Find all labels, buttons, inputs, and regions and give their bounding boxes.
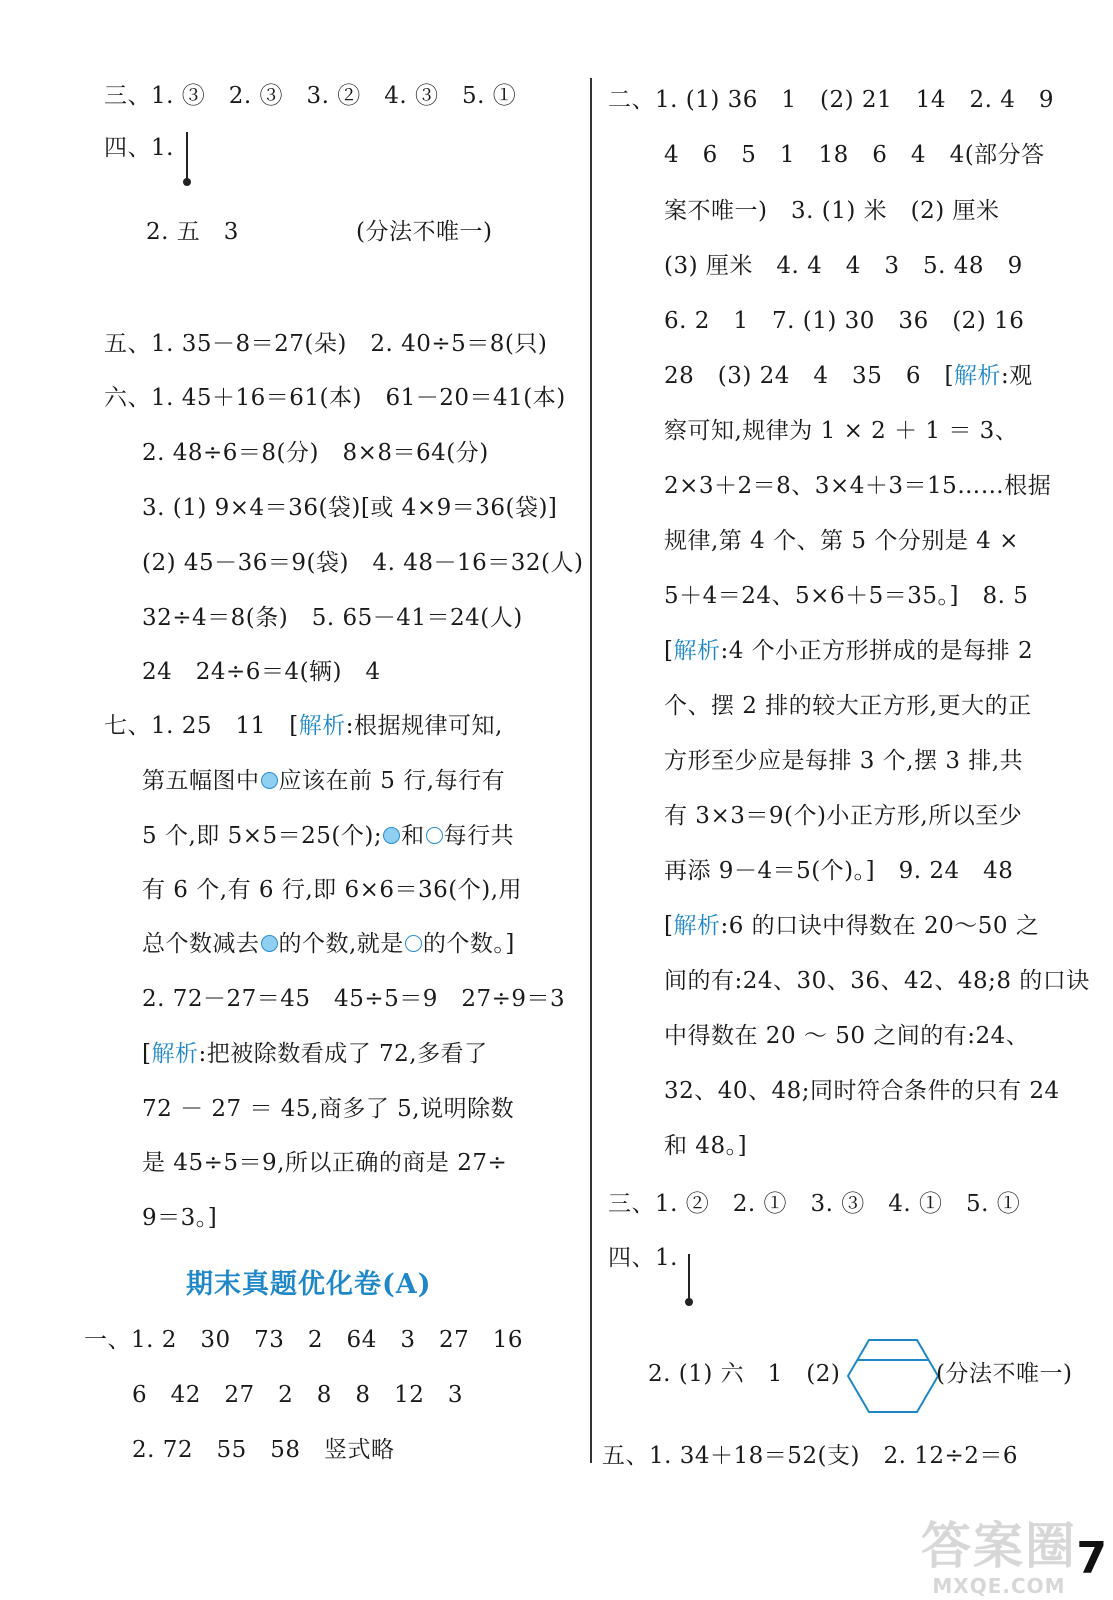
column-divider	[590, 78, 592, 1463]
answer-part7-line4: 有 6 个,有 6 行,即 6×6＝36(个),用	[142, 877, 523, 903]
page-number: 7	[1076, 1533, 1107, 1584]
answer-part7-line2: 第五幅图中 应该在前 5 行,每行有	[142, 768, 506, 794]
answer-part4-2: 2. 五 3	[146, 219, 239, 245]
open-circle-icon	[426, 827, 443, 844]
answer-part7-line1: 七、1. 25 11 [解析:根据规律可知,	[104, 713, 503, 739]
analysis-tag: 解析	[953, 363, 1001, 389]
answer-part4-2-note: (分法不唯一)	[356, 219, 493, 245]
answer-part6-2: 2. 48÷6＝8(分) 8×8＝64(分)	[142, 440, 489, 466]
answer-part7-line10: 9＝3。]	[142, 1205, 218, 1231]
answer-part6-6: 24 24÷6＝4(辆) 4	[142, 659, 381, 685]
exam-a-part1-line3: 2. 72 55 58 竖式略	[132, 1437, 395, 1463]
open-circle-icon	[405, 935, 422, 952]
answer-r-line19: 32、40、48;同时符合条件的只有 24	[664, 1078, 1060, 1104]
answer-part7-line9: 是 45÷5＝9,所以正确的商是 27÷	[142, 1150, 508, 1176]
answer-part3: 三、1. ③ 2. ③ 3. ② 4. ③ 5. ①	[104, 83, 517, 109]
analysis-tag: 解析	[673, 913, 721, 939]
answer-part6-3: 3. (1) 9×4＝36(袋)[或 4×9＝36(袋)]	[142, 495, 558, 521]
exam-a-part1-line1: 一、1. 2 30 73 2 64 3 27 16	[84, 1327, 523, 1353]
answer-r-line20: 和 48。]	[664, 1133, 748, 1159]
answer-part7-line8: 72 － 27 ＝ 45,商多了 5,说明除数	[142, 1096, 515, 1122]
answer-r-line8: 2×3＋2＝8、3×4＋3＝15……根据	[664, 473, 1052, 499]
answer-r-line13: 方形至少应是每排 3 个,摆 3 排,共	[664, 748, 1024, 774]
answer-part5: 五、1. 35－8＝27(朵) 2. 40÷5＝8(只)	[104, 331, 548, 357]
answer-r-line11: [解析:4 个小正方形拼成的是每排 2	[664, 638, 1034, 664]
answer-part7-line7: [解析:把被除数看成了 72,多看了	[142, 1041, 488, 1067]
answer-r-line3: 案不唯一) 3. (1) 米 (2) 厘米	[664, 198, 1000, 224]
answer-r-part4-2: 2. (1) 六 1 (2)	[648, 1361, 841, 1387]
answer-r-line2: 4 6 5 1 18 6 4 4(部分答	[664, 142, 1045, 168]
answer-r-line4: (3) 厘米 4. 4 4 3 5. 48 9	[664, 253, 1023, 279]
answer-part7-line6: 2. 72－27＝45 45÷5＝9 27÷9＝3	[142, 986, 566, 1012]
analysis-tag: 解析	[298, 713, 346, 739]
answer-part6-1: 六、1. 45＋16＝61(本) 61－20＝41(本)	[104, 385, 566, 411]
answer-r-part4-label: 四、1.	[608, 1245, 678, 1271]
answer-r-part3: 三、1. ② 2. ① 3. ③ 4. ① 5. ①	[608, 1191, 1021, 1217]
answer-r-line17: 间的有:24、30、36、42、48;8 的口诀	[664, 968, 1090, 994]
answer-r-part5: 五、1. 34＋18＝52(支) 2. 12÷2＝6	[602, 1443, 1019, 1469]
answer-part7-line3: 5 个,即 5×5＝25(个); 和 每行共	[142, 823, 515, 849]
filled-circle-icon	[383, 827, 400, 844]
answer-part6-4: (2) 45－36＝9(袋) 4. 48－16＝32(人)	[142, 550, 584, 576]
answer-r-line9: 规律,第 4 个、第 5 个分别是 4 ×	[664, 528, 1019, 554]
answer-r-line10: 5＋4＝24、5×6＋5＝35。] 8. 5	[664, 583, 1029, 609]
analysis-tag: 解析	[151, 1041, 199, 1067]
answer-part6-5: 32÷4＝8(条) 5. 65－41＝24(人)	[142, 605, 523, 631]
answer-r-line1: 二、1. (1) 36 1 (2) 21 14 2. 4 9	[608, 87, 1054, 113]
filled-circle-icon	[261, 772, 278, 789]
exam-a-part1-line2: 6 42 27 2 8 8 12 3	[132, 1382, 463, 1408]
answer-r-line7: 察可知,规律为 1 × 2 ＋ 1 ＝ 3、	[664, 418, 1019, 444]
answer-r-line16: [解析:6 的口诀中得数在 20～50 之	[664, 913, 1040, 939]
answer-r-part4-2-note: (分法不唯一)	[936, 1361, 1073, 1387]
section-title: 期末真题优化卷(A)	[186, 1269, 432, 1300]
answer-r-line6: 28 (3) 24 4 35 6 [解析:观	[664, 363, 1033, 389]
answer-r-line12: 个、摆 2 排的较大正方形,更大的正	[664, 693, 1032, 719]
answer-part4-label: 四、1.	[104, 135, 174, 161]
answer-r-line15: 再添 9－4＝5(个)。] 9. 24 48	[664, 858, 1014, 884]
answer-r-line18: 中得数在 20 ～ 50 之间的有:24、	[664, 1023, 1030, 1049]
answer-part7-line5: 总个数减去 的个数,就是 的个数。]	[142, 931, 515, 957]
filled-circle-icon	[261, 935, 278, 952]
hexagon-figure	[846, 1338, 940, 1414]
answer-r-line5: 6. 2 1 7. (1) 30 36 (2) 16	[664, 308, 1025, 334]
answer-r-line14: 有 3×3＝9(个)小正方形,所以至少	[664, 803, 1023, 829]
analysis-tag: 解析	[673, 638, 721, 664]
watermark-logo: 答案圈 MXQE.COM	[921, 1517, 1077, 1598]
